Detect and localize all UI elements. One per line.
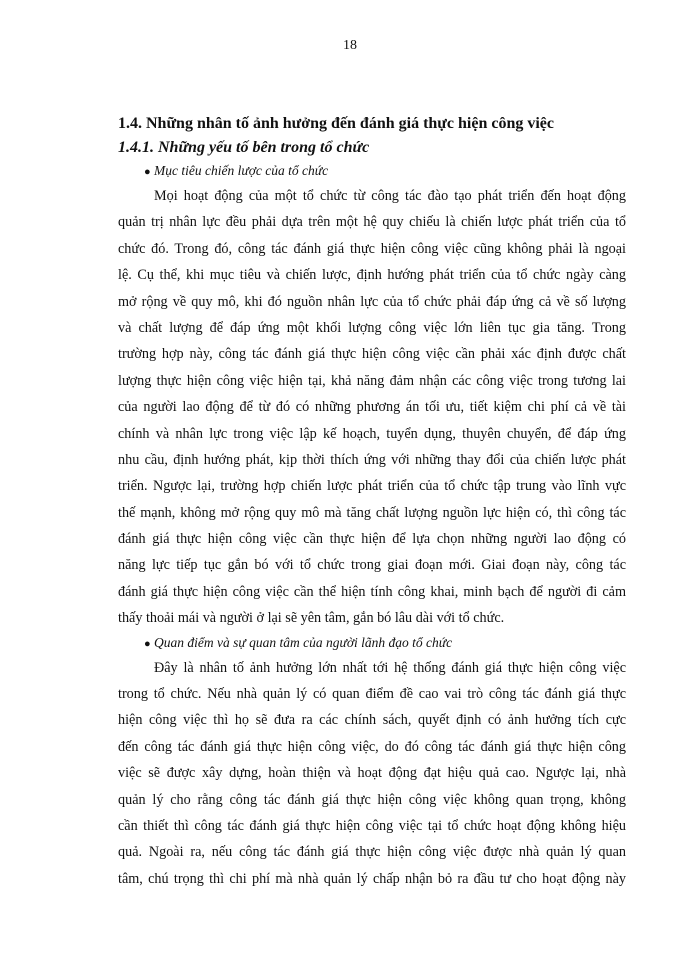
- page-content: [118, 112, 626, 892]
- bullet-icon: ●: [144, 637, 151, 650]
- paragraph-line: thế mạnh, không mở rộng quy mô mà tăng chất lượng nguồn lực hiện có, thì công tác: [118, 504, 626, 521]
- paragraph-line: mở rộng về quy mô, khi đó nguồn nhân lực của tổ chức phải đáp ứng cả về số lượng: [118, 293, 626, 310]
- paragraph-line: năng lực tiếp tục gắn bó với tổ chức trong giai đoạn mới. Giai đoạn này, công tác: [118, 557, 626, 574]
- paragraph-strategic-goals: [118, 183, 626, 632]
- bullet-text: Quan điểm và sự quan tâm của người lãnh đạo tổ chức: [154, 634, 453, 650]
- paragraph-leader-viewpoint: [118, 655, 626, 893]
- paragraph-line: lệ. Cụ thể, khi mục tiêu và chiến lược, định hướng phát triển của tổ chức ngày càng: [118, 267, 626, 284]
- paragraph-line: trong tổ chức. Nếu nhà quản lý có quan điểm đề cao vai trò công tác đánh giá thực: [118, 686, 626, 703]
- paragraph-line: chức đó. Trong đó, công tác đánh giá thực hiện công việc cũng không phải là ngoại: [118, 240, 626, 257]
- bullet-icon: ●: [144, 166, 151, 178]
- paragraph-line: đánh giá thực hiện công việc cần thể hiện tính công khai, minh bạch để người đi cảm: [118, 583, 626, 600]
- paragraph-line: đánh giá thực hiện công việc cần thực hiện để lựa chọn những người lao động có: [118, 531, 626, 548]
- bullet-strategic-goals: [118, 160, 626, 183]
- paragraph-line: tâm, chú trọng thì chi phí mà nhà quản lý chấp nhận bỏ ra đầu tư cho hoạt động này: [118, 870, 626, 887]
- paragraph-line: nhu cầu, định hướng phát, kịp thời thích ứng với những thay đổi của chiến lược phát: [118, 451, 626, 468]
- paragraph-line: đến công tác đánh giá thực hiện công việc, do đó công tác đánh giá thực hiện công: [118, 738, 626, 755]
- paragraph-line: triển. Ngược lại, trường hợp chiến lược phát triển của tổ chức tập trung vào lĩnh vực: [118, 478, 626, 495]
- paragraph-line: Đây là nhân tố ảnh hưởng lớn nhất tới hệ thống đánh giá thực hiện công việc: [154, 659, 626, 676]
- paragraph-line: cần thiết thì công tác đánh giá thực hiện công việc tại tổ chức hoạt động không hiệu: [118, 817, 626, 834]
- paragraph-line: thấy thoải mái và người ở lại sẽ yên tâm, gắn bó lâu dài với tổ chức.: [118, 610, 505, 627]
- section-title: 1.4. Những nhân tố ảnh hưởng đến đánh giá thực hiện công việc: [118, 115, 554, 132]
- bullet-leader-viewpoint: [118, 632, 626, 655]
- paragraph-line: chính và nhân lực trong việc lập kế hoạch, tuyển dụng, thuyên chuyển, để đáp ứng: [118, 425, 626, 442]
- paragraph-line: quản lý cho rằng công tác đánh giá thực hiện công việc không quan trọng, không: [118, 791, 626, 808]
- paragraph-line: trường hợp này, công tác đánh giá thực hiện công việc cần phải xác định được chất: [118, 346, 626, 363]
- paragraph-line: quả. Ngoài ra, nếu công tác đánh giá thực hiện công việc được nhà quản lý quan: [118, 844, 626, 861]
- subsection-title: 1.4.1. Những yếu tố bên trong tổ chức: [118, 139, 370, 156]
- paragraph-line: việc sẽ được xây dựng, hoàn thiện và hoạt động đạt hiệu quả cao. Ngược lại, nhà: [118, 765, 626, 782]
- paragraph-line: quản trị nhân lực đều phải dựa trên một hệ quy chiếu là chiến lược phát triển của tổ: [118, 214, 626, 231]
- paragraph-line: và chất lượng để đáp ứng một khối lượng công việc lớn liên tục gia tăng. Trong: [118, 319, 626, 336]
- bullet-text: Mục tiêu chiến lược của tổ chức: [154, 163, 329, 178]
- paragraph-line: hiện công việc thì họ sẽ đưa ra các chính sách, quyết định có ảnh hưởng tích cực: [118, 712, 626, 729]
- page-number: 18: [343, 38, 357, 53]
- paragraph-line: lượng thực hiện công việc hiện tại, khả năng đảm nhận các công việc trong tương lai: [118, 372, 626, 389]
- paragraph-line: Mọi hoạt động của một tổ chức từ công tác đào tạo phát triển đến hoạt động: [154, 188, 626, 204]
- paragraph-line: của người lao động để từ đó có những phương án tối ưu, tiết kiệm chi phí cả về tài: [118, 399, 626, 416]
